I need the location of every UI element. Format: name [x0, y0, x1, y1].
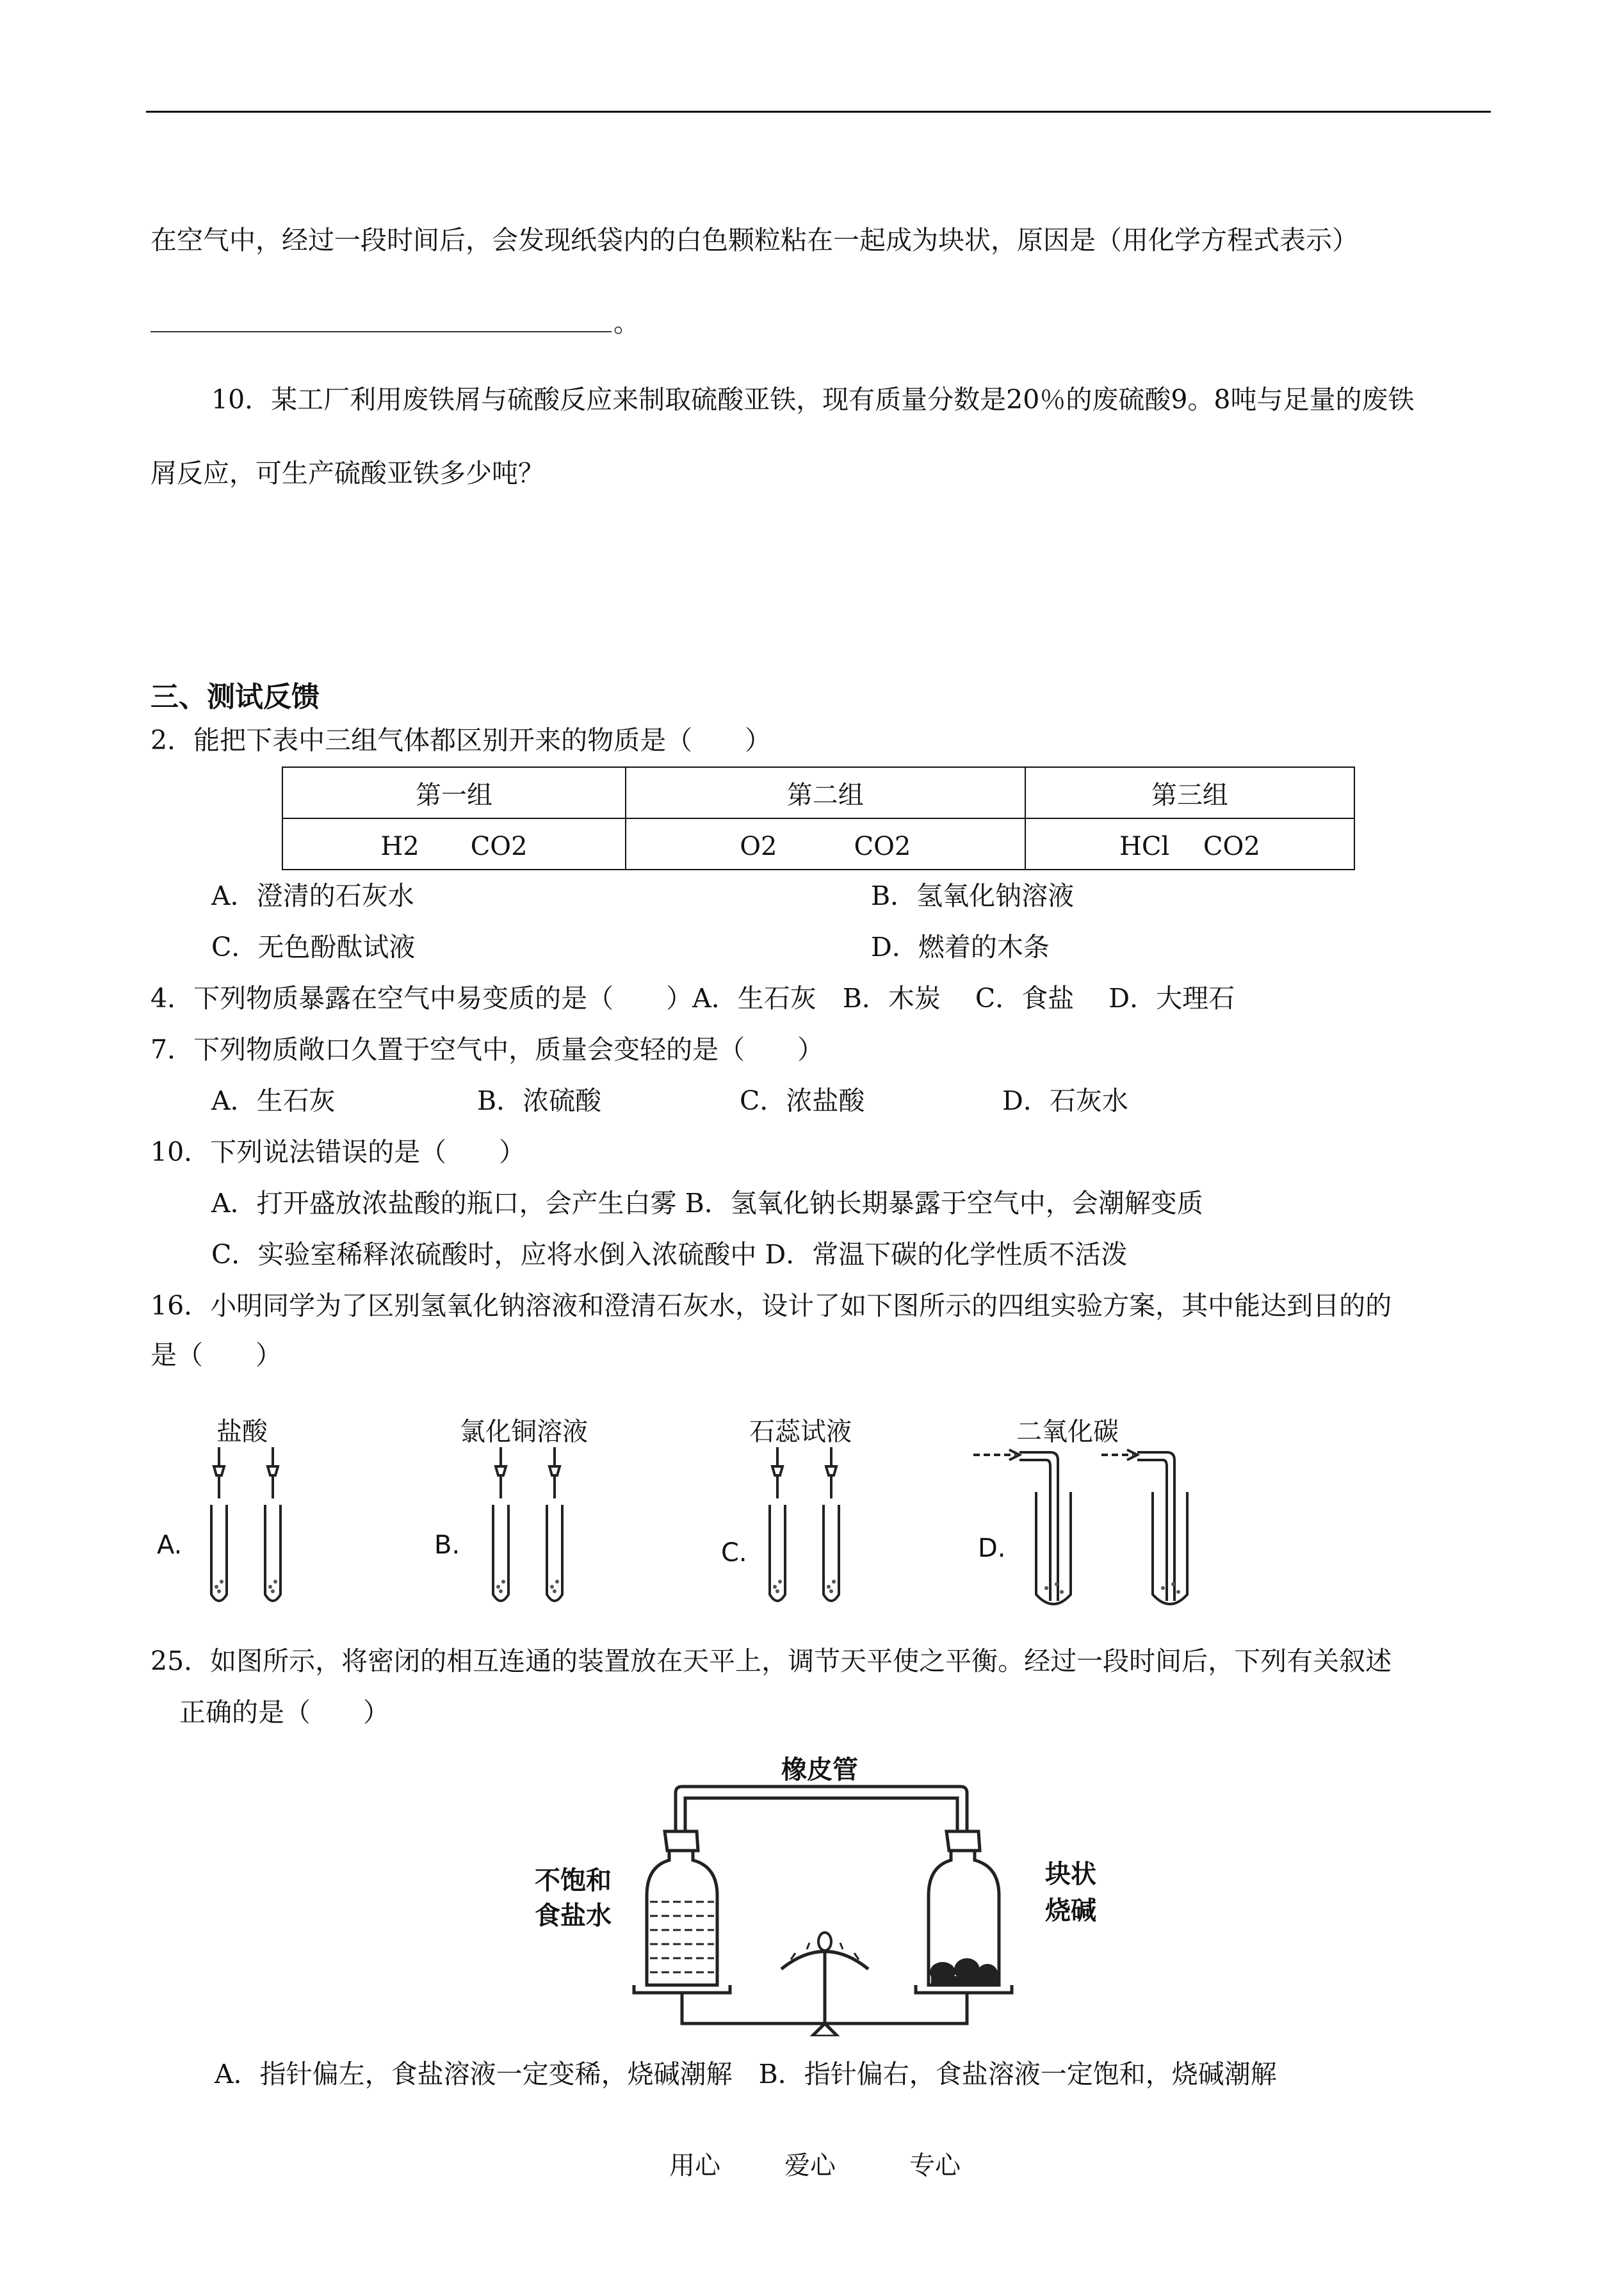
- option-label-d: D.: [978, 1534, 1006, 1563]
- balance-stand: [812, 2023, 838, 2036]
- label-salt-water: 食盐水: [535, 1901, 612, 1931]
- section-heading: 三、测试反馈: [150, 681, 320, 713]
- option-label-a: A.: [157, 1530, 183, 1560]
- rubber-tube: [676, 1787, 967, 1831]
- test-tube-figure: [147, 1396, 1492, 1614]
- label-litmus: 石蕊试液: [749, 1417, 852, 1447]
- table-header-cell: 第二组: [626, 767, 1025, 818]
- table-cell: O2 CO2: [626, 818, 1025, 870]
- droppers-b: [496, 1447, 560, 1498]
- q16-line1: 16．小明同学为了区别氢氧化钠溶液和澄清石灰水，设计了如下图所示的四组实验方案，其中能达到目的的: [150, 1290, 1392, 1321]
- table-cell: H2 CO2: [282, 818, 626, 870]
- balance-figure: [525, 1742, 1140, 2036]
- label-rubber-tube: 橡皮管: [781, 1755, 858, 1785]
- delivery-tube-1: [1019, 1452, 1058, 1601]
- footer-word-2: 爱心: [784, 2151, 836, 2180]
- table-header-row: [282, 767, 1354, 818]
- test-tubes-drawing: [147, 1396, 1492, 1614]
- tube-b2: [547, 1505, 562, 1601]
- label-copper-chloride: 氯化铜溶液: [460, 1417, 588, 1447]
- q25-options-ab: A．指针偏左，食盐溶液一定变稀，烧碱潮解 B．指针偏右，食盐溶液一定饱和，烧碱潮解: [215, 2059, 1277, 2089]
- droppers-a: [214, 1447, 278, 1498]
- q16-line2: 是（ ）: [150, 1340, 282, 1370]
- scale-zero: [818, 1933, 831, 1950]
- q10-options-cd: C．实验室稀释浓硫酸时，应将水倒入浓硫酸中 D．常温下碳的化学性质不活泼: [211, 1239, 1128, 1270]
- q2-option-c: C．无色酚酞试液: [211, 932, 416, 962]
- option-label-b: B.: [434, 1530, 460, 1560]
- tube-b1: [493, 1505, 508, 1601]
- droppers-c: [772, 1447, 836, 1498]
- table-header-cell: 第三组: [1025, 767, 1354, 818]
- q7-stem: 7．下列物质敞口久置于空气中，质量会变轻的是（ ）: [150, 1034, 824, 1065]
- tube-c2: [824, 1505, 839, 1601]
- q9-period: 。: [613, 307, 640, 338]
- tube-a1: [211, 1505, 227, 1601]
- q4-text: 4．下列物质暴露在空气中易变质的是（ ）A．生石灰 B．木炭 C．食盐 D．大理石: [150, 983, 1235, 1014]
- footer-word-1: 用心: [669, 2151, 720, 2180]
- label-unsaturated: 不饱和: [535, 1866, 612, 1895]
- q25-line2: 正确的是（ ）: [179, 1697, 389, 1728]
- q2-stem: 2．能把下表中三组气体都区别开来的物质是（ ）: [150, 725, 772, 756]
- label-hydrochloric-acid: 盐酸: [216, 1417, 268, 1447]
- table-row: [282, 818, 1354, 870]
- q7-option-a: A．生石灰: [211, 1085, 336, 1116]
- q2-option-d: D．燃着的木条: [871, 932, 1050, 962]
- tube-c1: [770, 1505, 785, 1601]
- q7-option-c: C．浓盐酸: [740, 1085, 865, 1116]
- left-bottle: [647, 1851, 717, 1985]
- left-stopper: [665, 1831, 698, 1851]
- q7-option-d: D．石灰水: [1002, 1085, 1128, 1116]
- rubber-tube-inner: [685, 1798, 957, 1831]
- q2-option-b: B．氢氧化钠溶液: [871, 880, 1075, 911]
- right-stopper: [946, 1831, 980, 1851]
- q9-text: 在空气中，经过一段时间后，会发现纸袋内的白色颗粒粘在一起成为块状，原因是（用化学方程式表示）: [150, 225, 1358, 255]
- tube-d1: [1036, 1492, 1071, 1604]
- q10-line2: 屑反应，可生产硫酸亚铁多少吨？: [150, 458, 544, 489]
- q10-line1: 10．某工厂利用废铁屑与硫酸反应来制取硫酸亚铁，现有质量分数是20％的废硫酸9。8吨与足量的废铁: [211, 384, 1415, 415]
- label-carbon-dioxide: 二氧化碳: [1016, 1417, 1119, 1447]
- gas-groups-table: [282, 766, 1355, 870]
- footer-word-3: 专心: [909, 2151, 961, 2180]
- label-lump: 块状: [1045, 1860, 1096, 1889]
- q10-options-ab: A．打开盛放浓盐酸的瓶口，会产生白雾 B．氢氧化钠长期暴露于空气中，会潮解变质: [211, 1188, 1203, 1219]
- delivery-tube-2: [1137, 1452, 1174, 1601]
- header-rule: [146, 111, 1491, 113]
- q2-option-a: A．澄清的石灰水: [211, 880, 414, 911]
- label-caustic-soda: 烧碱: [1045, 1896, 1096, 1926]
- tube-d2: [1153, 1492, 1187, 1604]
- q10-stem: 10．下列说法错误的是（ ）: [150, 1137, 526, 1167]
- q7-option-b: B．浓硫酸: [477, 1085, 602, 1116]
- answer-blank[interactable]: [150, 331, 612, 332]
- table-cell: HCl CO2: [1025, 818, 1354, 870]
- balance-drawing: [525, 1742, 1140, 2036]
- tube-a2: [265, 1505, 280, 1601]
- q25-line1: 25．如图所示，将密闭的相互连通的装置放在天平上，调节天平使之平衡。经过一段时间后，下列有关叙述: [150, 1646, 1392, 1676]
- table-header-cell: 第一组: [282, 767, 626, 818]
- option-label-c: C.: [721, 1538, 747, 1568]
